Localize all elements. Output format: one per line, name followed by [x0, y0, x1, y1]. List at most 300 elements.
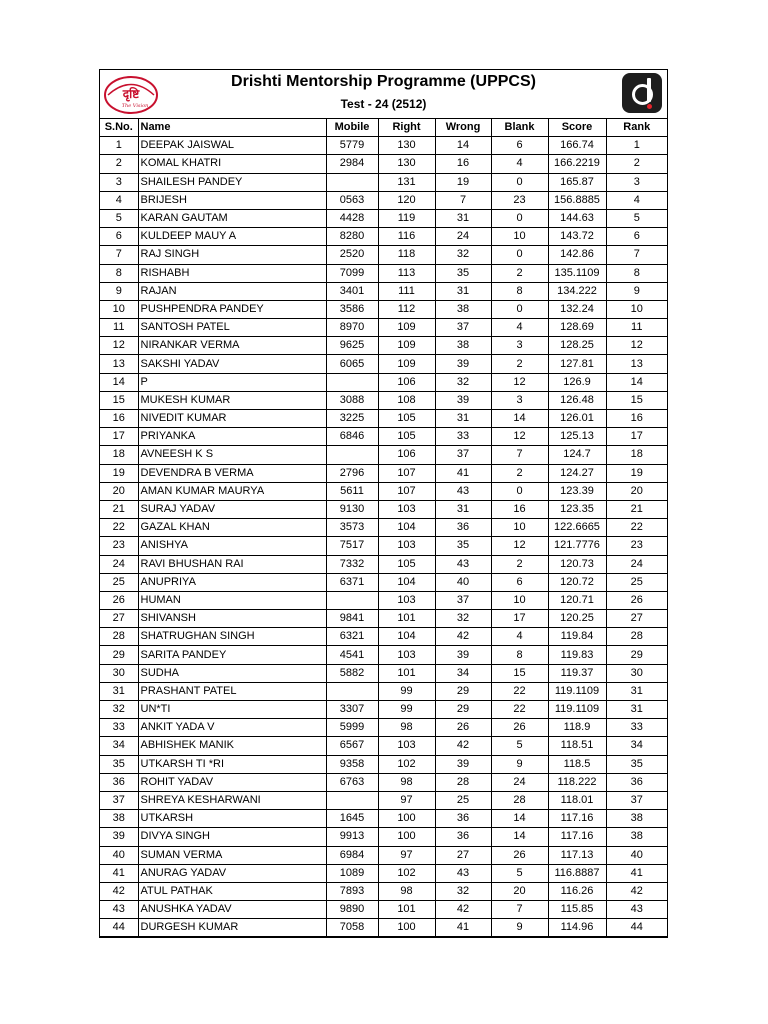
cell-sno: 2 — [100, 155, 138, 173]
cell-name: ATUL PATHAK — [138, 882, 326, 900]
col-header-rank: Rank — [606, 119, 667, 137]
cell-right: 109 — [378, 319, 435, 337]
cell-rank: 29 — [606, 646, 667, 664]
cell-name: PUSHPENDRA PANDEY — [138, 300, 326, 318]
cell-name: RAJAN — [138, 282, 326, 300]
table-row — [100, 555, 667, 573]
cell-right: 105 — [378, 555, 435, 573]
cell-name: DURGESH KUMAR — [138, 919, 326, 937]
cell-mobile — [326, 791, 378, 809]
table-row — [100, 500, 667, 518]
table-row — [100, 810, 667, 828]
cell-wrong: 26 — [435, 719, 491, 737]
col-header-sno: S.No. — [100, 119, 138, 137]
cell-sno: 41 — [100, 864, 138, 882]
cell-name: HUMAN — [138, 591, 326, 609]
table-row — [100, 191, 667, 209]
table-row — [100, 755, 667, 773]
col-header-blank: Blank — [491, 119, 548, 137]
cell-rank: 35 — [606, 755, 667, 773]
cell-name: SURAJ YADAV — [138, 500, 326, 518]
col-header-right: Right — [378, 119, 435, 137]
cell-sno: 28 — [100, 628, 138, 646]
cell-wrong: 19 — [435, 173, 491, 191]
cell-wrong: 29 — [435, 701, 491, 719]
cell-wrong: 29 — [435, 682, 491, 700]
cell-sno: 32 — [100, 701, 138, 719]
cell-sno: 11 — [100, 319, 138, 337]
logo-tagline: The Vision — [121, 103, 149, 109]
cell-sno: 23 — [100, 537, 138, 555]
cell-sno: 6 — [100, 228, 138, 246]
cell-wrong: 16 — [435, 155, 491, 173]
cell-wrong: 7 — [435, 191, 491, 209]
cell-rank: 33 — [606, 719, 667, 737]
cell-wrong: 31 — [435, 410, 491, 428]
table-row — [100, 173, 667, 191]
cell-sno: 39 — [100, 828, 138, 846]
table-row — [100, 391, 667, 409]
cell-name: P — [138, 373, 326, 391]
cell-wrong: 39 — [435, 355, 491, 373]
cell-mobile: 5611 — [326, 482, 378, 500]
cell-right: 120 — [378, 191, 435, 209]
table-row — [100, 446, 667, 464]
cell-rank: 26 — [606, 591, 667, 609]
cell-right: 97 — [378, 791, 435, 809]
cell-wrong: 41 — [435, 919, 491, 937]
cell-sno: 44 — [100, 919, 138, 937]
cell-blank: 26 — [491, 719, 548, 737]
cell-wrong: 39 — [435, 391, 491, 409]
cell-rank: 9 — [606, 282, 667, 300]
table-row — [100, 610, 667, 628]
cell-mobile: 6065 — [326, 355, 378, 373]
cell-score: 116.8887 — [548, 864, 606, 882]
cell-score: 119.84 — [548, 628, 606, 646]
cell-name: GAZAL KHAN — [138, 519, 326, 537]
cell-mobile: 9625 — [326, 337, 378, 355]
cell-score: 123.35 — [548, 500, 606, 518]
table-row — [100, 591, 667, 609]
cell-right: 131 — [378, 173, 435, 191]
cell-rank: 23 — [606, 537, 667, 555]
cell-name: RAVI BHUSHAN RAI — [138, 555, 326, 573]
cell-name: PRIYANKA — [138, 428, 326, 446]
cell-wrong: 33 — [435, 428, 491, 446]
cell-mobile: 6846 — [326, 428, 378, 446]
table-row — [100, 828, 667, 846]
cell-name: DEVENDRA B VERMA — [138, 464, 326, 482]
cell-wrong: 32 — [435, 373, 491, 391]
cell-name: UN*TI — [138, 701, 326, 719]
cell-name: SUDHA — [138, 664, 326, 682]
cell-right: 130 — [378, 155, 435, 173]
table-row — [100, 573, 667, 591]
table-row — [100, 628, 667, 646]
cell-score: 120.25 — [548, 610, 606, 628]
cell-wrong: 43 — [435, 864, 491, 882]
cell-sno: 3 — [100, 173, 138, 191]
cell-wrong: 36 — [435, 828, 491, 846]
table-row — [100, 882, 667, 900]
cell-right: 97 — [378, 846, 435, 864]
cell-rank: 18 — [606, 446, 667, 464]
cell-mobile — [326, 173, 378, 191]
cell-rank: 22 — [606, 519, 667, 537]
cell-right: 100 — [378, 828, 435, 846]
cell-name: ANURAG YADAV — [138, 864, 326, 882]
cell-score: 144.63 — [548, 209, 606, 227]
cell-right: 108 — [378, 391, 435, 409]
cell-right: 98 — [378, 882, 435, 900]
cell-score: 118.9 — [548, 719, 606, 737]
table-row — [100, 919, 667, 937]
cell-rank: 30 — [606, 664, 667, 682]
cell-name: UTKARSH — [138, 810, 326, 828]
cell-blank: 3 — [491, 337, 548, 355]
cell-rank: 38 — [606, 828, 667, 846]
cell-wrong: 36 — [435, 810, 491, 828]
cell-rank: 19 — [606, 464, 667, 482]
cell-score: 120.73 — [548, 555, 606, 573]
cell-name: ANKIT YADA V — [138, 719, 326, 737]
cell-right: 109 — [378, 337, 435, 355]
cell-wrong: 42 — [435, 628, 491, 646]
cell-blank: 4 — [491, 155, 548, 173]
cell-name: PRASHANT PATEL — [138, 682, 326, 700]
cell-sno: 21 — [100, 500, 138, 518]
cell-sno: 8 — [100, 264, 138, 282]
cell-sno: 26 — [100, 591, 138, 609]
cell-mobile: 9358 — [326, 755, 378, 773]
cell-score: 121.7776 — [548, 537, 606, 555]
cell-wrong: 41 — [435, 464, 491, 482]
cell-name: KOMAL KHATRI — [138, 155, 326, 173]
cell-name: SHATRUGHAN SINGH — [138, 628, 326, 646]
cell-rank: 36 — [606, 773, 667, 791]
cell-mobile: 3088 — [326, 391, 378, 409]
cell-sno: 12 — [100, 337, 138, 355]
cell-mobile: 9890 — [326, 901, 378, 919]
cell-score: 114.96 — [548, 919, 606, 937]
cell-score: 126.9 — [548, 373, 606, 391]
cell-wrong: 31 — [435, 282, 491, 300]
cell-sno: 13 — [100, 355, 138, 373]
cell-blank: 20 — [491, 882, 548, 900]
table-row — [100, 282, 667, 300]
cell-mobile: 6567 — [326, 737, 378, 755]
cell-wrong: 32 — [435, 246, 491, 264]
cell-sno: 43 — [100, 901, 138, 919]
cell-mobile: 3225 — [326, 410, 378, 428]
cell-right: 106 — [378, 373, 435, 391]
cell-right: 104 — [378, 573, 435, 591]
cell-wrong: 37 — [435, 319, 491, 337]
cell-right: 109 — [378, 355, 435, 373]
cell-right: 105 — [378, 410, 435, 428]
cell-name: ANISHYA — [138, 537, 326, 555]
cell-score: 117.13 — [548, 846, 606, 864]
cell-sno: 14 — [100, 373, 138, 391]
table-row — [100, 701, 667, 719]
cell-wrong: 31 — [435, 209, 491, 227]
cell-blank: 0 — [491, 209, 548, 227]
cell-sno: 37 — [100, 791, 138, 809]
cell-score: 124.7 — [548, 446, 606, 464]
cell-sno: 15 — [100, 391, 138, 409]
cell-score: 143.72 — [548, 228, 606, 246]
cell-wrong: 38 — [435, 300, 491, 318]
table-row — [100, 337, 667, 355]
cell-right: 106 — [378, 446, 435, 464]
cell-mobile: 3573 — [326, 519, 378, 537]
cell-sno: 27 — [100, 610, 138, 628]
cell-blank: 22 — [491, 701, 548, 719]
cell-name: ROHIT YADAV — [138, 773, 326, 791]
cell-name: SHIVANSH — [138, 610, 326, 628]
cell-sno: 38 — [100, 810, 138, 828]
cell-blank: 7 — [491, 901, 548, 919]
cell-rank: 34 — [606, 737, 667, 755]
cell-blank: 6 — [491, 573, 548, 591]
cell-score: 118.01 — [548, 791, 606, 809]
cell-right: 102 — [378, 755, 435, 773]
table-row — [100, 791, 667, 809]
cell-mobile: 7517 — [326, 537, 378, 555]
cell-name: MUKESH KUMAR — [138, 391, 326, 409]
cell-wrong: 39 — [435, 755, 491, 773]
cell-score: 156.8885 — [548, 191, 606, 209]
cell-right: 103 — [378, 500, 435, 518]
cell-mobile: 1645 — [326, 810, 378, 828]
cell-rank: 16 — [606, 410, 667, 428]
results-table — [100, 119, 667, 937]
cell-wrong: 42 — [435, 901, 491, 919]
cell-sno: 42 — [100, 882, 138, 900]
cell-wrong: 35 — [435, 537, 491, 555]
cell-mobile: 6763 — [326, 773, 378, 791]
cell-score: 142.86 — [548, 246, 606, 264]
cell-name: KULDEEP MAUY A — [138, 228, 326, 246]
cell-rank: 21 — [606, 500, 667, 518]
cell-blank: 6 — [491, 137, 548, 155]
table-row — [100, 209, 667, 227]
cell-blank: 12 — [491, 428, 548, 446]
cell-blank: 14 — [491, 828, 548, 846]
cell-blank: 24 — [491, 773, 548, 791]
table-row — [100, 264, 667, 282]
cell-blank: 0 — [491, 482, 548, 500]
cell-name: RISHABH — [138, 264, 326, 282]
cell-mobile: 6371 — [326, 573, 378, 591]
cell-name: SARITA PANDEY — [138, 646, 326, 664]
cell-wrong: 34 — [435, 664, 491, 682]
cell-score: 116.26 — [548, 882, 606, 900]
cell-score: 118.51 — [548, 737, 606, 755]
cell-name: ABHISHEK MANIK — [138, 737, 326, 755]
cell-score: 132.24 — [548, 300, 606, 318]
cell-mobile: 7058 — [326, 919, 378, 937]
cell-name: ANUSHKA YADAV — [138, 901, 326, 919]
cell-sno: 17 — [100, 428, 138, 446]
cell-rank: 42 — [606, 882, 667, 900]
cell-mobile: 2520 — [326, 246, 378, 264]
cell-wrong: 25 — [435, 791, 491, 809]
cell-name: SHREYA KESHARWANI — [138, 791, 326, 809]
cell-mobile: 0563 — [326, 191, 378, 209]
cell-mobile: 4428 — [326, 209, 378, 227]
table-row — [100, 901, 667, 919]
cell-right: 107 — [378, 482, 435, 500]
cell-wrong: 43 — [435, 482, 491, 500]
cell-sno: 33 — [100, 719, 138, 737]
cell-score: 128.25 — [548, 337, 606, 355]
cell-score: 134.222 — [548, 282, 606, 300]
table-row — [100, 355, 667, 373]
table-row — [100, 155, 667, 173]
cell-rank: 31 — [606, 701, 667, 719]
table-row — [100, 719, 667, 737]
cell-sno: 16 — [100, 410, 138, 428]
cell-blank: 22 — [491, 682, 548, 700]
table-header-row — [100, 119, 667, 137]
cell-rank: 5 — [606, 209, 667, 227]
cell-name: SHAILESH PANDEY — [138, 173, 326, 191]
cell-wrong: 32 — [435, 882, 491, 900]
cell-mobile: 5882 — [326, 664, 378, 682]
cell-right: 101 — [378, 610, 435, 628]
cell-mobile: 6321 — [326, 628, 378, 646]
cell-right: 102 — [378, 864, 435, 882]
cell-wrong: 36 — [435, 519, 491, 537]
table-row — [100, 137, 667, 155]
cell-mobile: 5999 — [326, 719, 378, 737]
cell-mobile: 6984 — [326, 846, 378, 864]
cell-rank: 13 — [606, 355, 667, 373]
cell-rank: 2 — [606, 155, 667, 173]
cell-score: 125.13 — [548, 428, 606, 446]
cell-right: 107 — [378, 464, 435, 482]
cell-blank: 14 — [491, 410, 548, 428]
cell-sno: 10 — [100, 300, 138, 318]
cell-mobile — [326, 373, 378, 391]
cell-rank: 24 — [606, 555, 667, 573]
col-header-mobile: Mobile — [326, 119, 378, 137]
cell-name: DIVYA SINGH — [138, 828, 326, 846]
test-subtitle: Test - 24 (2512) — [340, 97, 427, 111]
cell-score: 124.27 — [548, 464, 606, 482]
cell-rank: 17 — [606, 428, 667, 446]
cell-wrong: 35 — [435, 264, 491, 282]
cell-right: 112 — [378, 300, 435, 318]
cell-blank: 12 — [491, 373, 548, 391]
cell-right: 130 — [378, 137, 435, 155]
cell-score: 127.81 — [548, 355, 606, 373]
cell-right: 100 — [378, 810, 435, 828]
cell-right: 99 — [378, 682, 435, 700]
cell-mobile: 9130 — [326, 500, 378, 518]
cell-sno: 36 — [100, 773, 138, 791]
cell-blank: 17 — [491, 610, 548, 628]
cell-blank: 4 — [491, 319, 548, 337]
table-row — [100, 664, 667, 682]
cell-right: 105 — [378, 428, 435, 446]
table-row — [100, 864, 667, 882]
cell-sno: 9 — [100, 282, 138, 300]
cell-mobile: 5779 — [326, 137, 378, 155]
cell-score: 119.1109 — [548, 701, 606, 719]
cell-name: SUMAN VERMA — [138, 846, 326, 864]
cell-wrong: 42 — [435, 737, 491, 755]
cell-mobile: 7099 — [326, 264, 378, 282]
cell-rank: 43 — [606, 901, 667, 919]
cell-mobile: 9841 — [326, 610, 378, 628]
cell-blank: 5 — [491, 737, 548, 755]
cell-blank: 8 — [491, 646, 548, 664]
cell-right: 104 — [378, 628, 435, 646]
cell-name: ANUPRIYA — [138, 573, 326, 591]
cell-wrong: 37 — [435, 446, 491, 464]
cell-sno: 30 — [100, 664, 138, 682]
cell-sno: 20 — [100, 482, 138, 500]
cell-rank: 11 — [606, 319, 667, 337]
cell-score: 119.1109 — [548, 682, 606, 700]
cell-right: 100 — [378, 919, 435, 937]
cell-score: 122.6665 — [548, 519, 606, 537]
cell-score: 123.39 — [548, 482, 606, 500]
cell-mobile — [326, 591, 378, 609]
table-row — [100, 410, 667, 428]
cell-sno: 7 — [100, 246, 138, 264]
cell-wrong: 32 — [435, 610, 491, 628]
cell-name: RAJ SINGH — [138, 246, 326, 264]
cell-rank: 44 — [606, 919, 667, 937]
cell-score: 119.37 — [548, 664, 606, 682]
cell-mobile — [326, 682, 378, 700]
col-header-wrong: Wrong — [435, 119, 491, 137]
cell-rank: 10 — [606, 300, 667, 318]
cell-score: 165.87 — [548, 173, 606, 191]
cell-right: 101 — [378, 901, 435, 919]
page-title: Drishti Mentorship Programme (UPPCS) — [231, 73, 536, 90]
cell-sno: 25 — [100, 573, 138, 591]
cell-name: DEEPAK JAISWAL — [138, 137, 326, 155]
cell-sno: 34 — [100, 737, 138, 755]
cell-sno: 18 — [100, 446, 138, 464]
cell-score: 118.5 — [548, 755, 606, 773]
cell-blank: 10 — [491, 591, 548, 609]
cell-wrong: 39 — [435, 646, 491, 664]
cell-right: 116 — [378, 228, 435, 246]
cell-right: 103 — [378, 646, 435, 664]
cell-blank: 10 — [491, 519, 548, 537]
cell-name: BRIJESH — [138, 191, 326, 209]
cell-rank: 28 — [606, 628, 667, 646]
cell-right: 98 — [378, 719, 435, 737]
cell-blank: 14 — [491, 810, 548, 828]
cell-mobile: 7893 — [326, 882, 378, 900]
table-row — [100, 428, 667, 446]
cell-mobile: 7332 — [326, 555, 378, 573]
cell-blank: 0 — [491, 300, 548, 318]
cell-rank: 41 — [606, 864, 667, 882]
cell-wrong: 27 — [435, 846, 491, 864]
cell-name: NIVEDIT KUMAR — [138, 410, 326, 428]
table-row — [100, 373, 667, 391]
cell-blank: 9 — [491, 919, 548, 937]
cell-score: 120.72 — [548, 573, 606, 591]
